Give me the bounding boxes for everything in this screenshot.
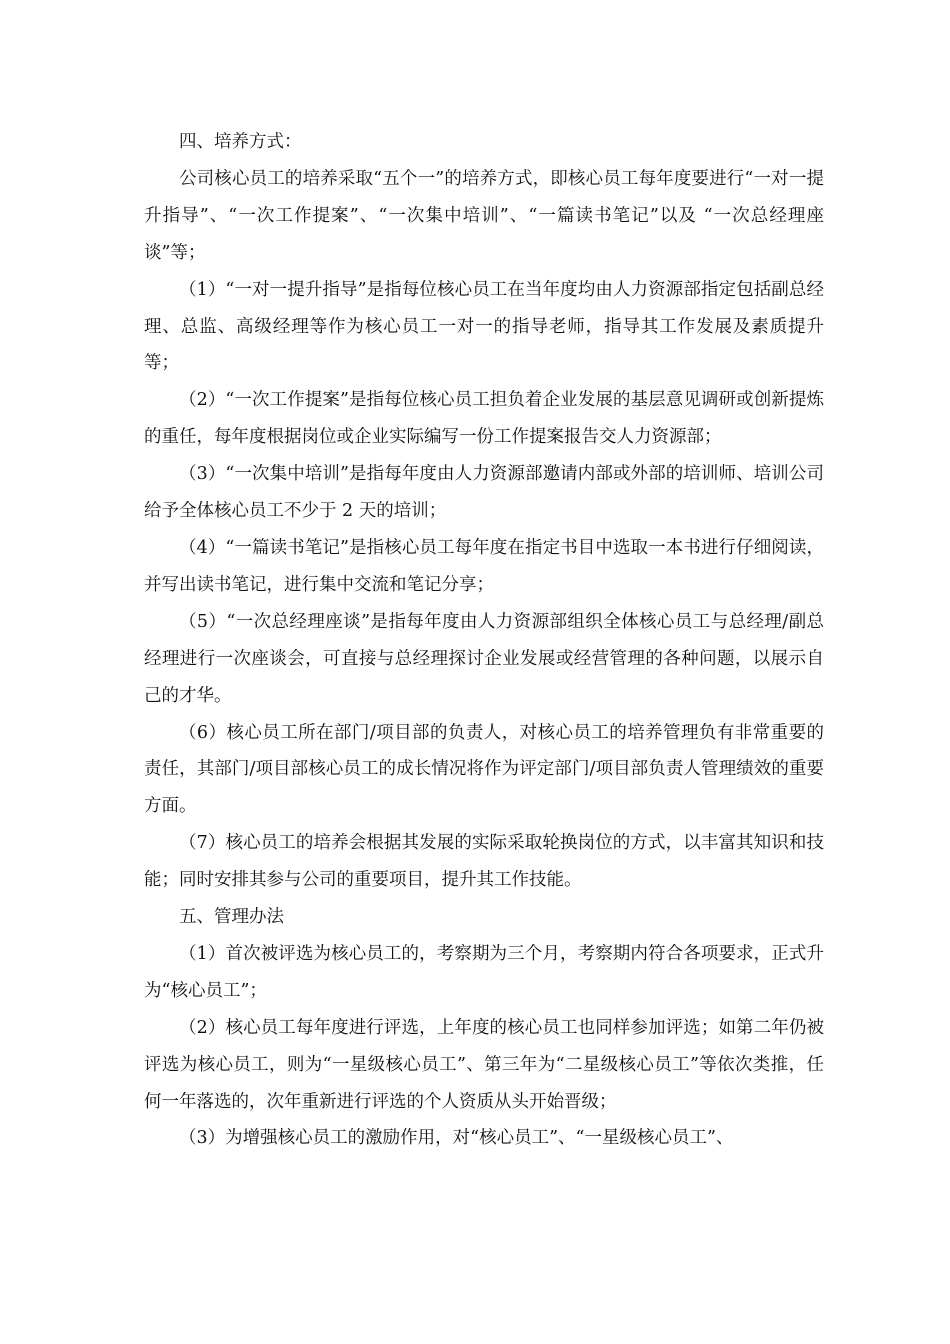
document-body [144, 124, 824, 1157]
list-item-3: （3）“一次集中培训”是指每年度由人力资源部邀请内部或外部的培训师、培训公司给予全体核心员工不少于 2 天的培训； [144, 464, 824, 522]
management-item-1: （1）首次被评选为核心员工的，考察期为三个月，考察期内符合各项要求，正式升为“核心员工”； [144, 943, 824, 1001]
list-item-2: （2）“一次工作提案”是指每位核心员工担负着企业发展的基层意见调研或创新提炼的重任，每年度根据岗位或企业实际编写一份工作提案报告交人力资源部； [144, 390, 824, 448]
list-item-7: （7）核心员工的培养会根据其发展的实际采取轮换岗位的方式，以丰富其知识和技能；同时安排其参与公司的重要项目，提升其工作技能。 [144, 833, 824, 891]
section-heading-training-methods: 四、培养方式： [179, 132, 302, 152]
list-item-4: （4）“一篇读书笔记”是指核心员工每年度在指定书目中选取一本书进行仔细阅读，并写出读书笔记，进行集中交流和笔记分享； [144, 537, 824, 595]
list-item-1: （1）“一对一提升指导”是指每位核心员工在当年度均由人力资源部指定包括副总经理、总监、高级经理等作为核心员工一对一的指导老师，指导其工作发展及素质提升等； [144, 279, 824, 374]
paragraph-five-ones: 公司核心员工的培养采取“五个一”的培养方式，即核心员工每年度要进行“一对一提升指导”、“一次工作提案”、“一次集中培训”、“一篇读书笔记”以及 “一次总经理座谈”等； [144, 168, 824, 263]
management-item-3: （3）为增强核心员工的激励作用，对“核心员工”、“一星级核心员工”、 [179, 1128, 734, 1149]
list-item-6: （6）核心员工所在部门/项目部的负责人，对核心员工的培养管理负有非常重要的责任，其部门/项目部核心员工的成长情况将作为评定部门/项目部负责人管理绩效的重要方面。 [144, 722, 824, 817]
section-heading-management: 五、管理办法 [179, 907, 284, 928]
list-item-5: （5）“一次总经理座谈”是指每年度由人力资源部组织全体核心员工与总经理/副总经理进行一次座谈会，可直接与总经理探讨企业发展或经营管理的各种问题，以展示自己的才华。 [144, 611, 824, 706]
management-item-2: （2）核心员工每年度进行评选，上年度的核心员工也同样参加评选；如第二年仍被评选为核心员工，则为“一星级核心员工”、第三年为“二星级核心员工”等依次类推，任何一年落选的，次年重新进行评选的个人资质从头开始晋级； [144, 1017, 824, 1112]
